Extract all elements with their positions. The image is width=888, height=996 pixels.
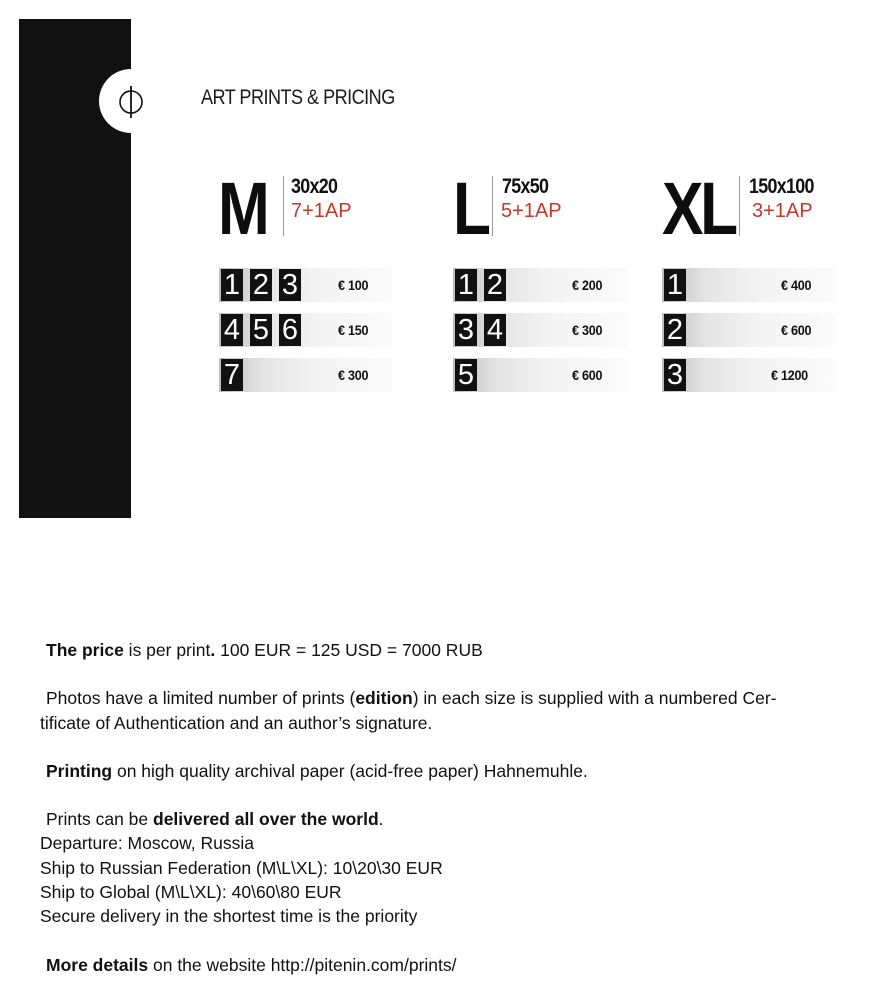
- edition-note-text: Photos have a limited number of prints (: [46, 688, 356, 709]
- size-divider: [739, 176, 740, 236]
- print-number: 2: [664, 314, 686, 346]
- price-bar: [662, 358, 836, 392]
- price-label: € 600: [781, 322, 812, 338]
- size-dimensions: 75x50: [502, 175, 549, 198]
- price-label: € 1200: [771, 367, 808, 383]
- departure-line: Departure: Moscow, Russia: [40, 833, 254, 854]
- logo: [99, 69, 163, 133]
- price-label: € 200: [572, 277, 603, 293]
- price-label: € 600: [572, 367, 603, 383]
- size-letter: M: [218, 167, 267, 250]
- print-number: 3: [455, 314, 477, 346]
- price-note: [40, 638, 876, 662]
- price-conversion: 100 EUR = 125 USD = 7000 RUB: [215, 640, 483, 660]
- edition-note-bold: edition: [355, 688, 413, 709]
- print-number: 4: [221, 314, 243, 346]
- size-dimensions: 30x20: [291, 175, 338, 198]
- print-number: 3: [279, 269, 301, 301]
- price-note-dot: .: [210, 640, 216, 660]
- price-label: € 100: [338, 277, 369, 293]
- price-label: € 400: [781, 277, 812, 293]
- print-number: 1: [664, 269, 686, 301]
- print-number: 5: [455, 359, 477, 391]
- price-note-bold: The price: [46, 640, 124, 660]
- print-number: 1: [455, 269, 477, 301]
- price-label: € 150: [338, 322, 369, 338]
- price-label: € 300: [572, 322, 603, 338]
- delivery-note-text: .: [378, 809, 384, 830]
- print-number: 3: [664, 359, 686, 391]
- printing-note-bold: Printing: [46, 760, 113, 781]
- delivery-note: [40, 807, 876, 831]
- printing-note-text: on high quality archival paper (acid-free paper) Hahnemuhle.: [112, 760, 588, 781]
- details-note: [40, 953, 876, 977]
- print-number: 6: [279, 314, 301, 346]
- details-note-text: on the website http://pitenin.com/prints/: [148, 954, 457, 975]
- secure-delivery-line: Secure delivery in the shortest time is the priority: [40, 906, 418, 927]
- size-dimensions: 150x100: [749, 175, 814, 198]
- size-letter: L: [453, 167, 488, 250]
- printing-note: [40, 759, 876, 783]
- size-letter: XL: [662, 167, 735, 250]
- print-number: 1: [221, 269, 243, 301]
- print-number: 5: [250, 314, 272, 346]
- edition-note-text: ) in each size is supplied with a numbered Cer-: [412, 688, 777, 709]
- edition-note-line2: tificate of Authentication and an author’s signature.: [40, 712, 433, 733]
- size-edition: 5+1AP: [501, 200, 562, 222]
- print-number: 4: [484, 314, 506, 346]
- size-edition: 7+1AP: [291, 200, 352, 222]
- ship-russia-line: Ship to Russian Federation (M\L\XL): 10\20\30 EUR: [40, 857, 443, 878]
- print-number: 7: [221, 359, 243, 391]
- size-divider: [283, 176, 284, 236]
- print-number: 2: [250, 269, 272, 301]
- price-note-text: is per print: [123, 640, 211, 660]
- circle-slash-monogram-icon: [99, 69, 163, 133]
- ship-global-line: Ship to Global (M\L\XL): 40\60\80 EUR: [40, 882, 342, 903]
- edition-note: [40, 686, 876, 710]
- print-number: 2: [484, 269, 506, 301]
- size-divider: [492, 176, 493, 236]
- info-text: [40, 638, 876, 977]
- details-note-bold: More details: [46, 954, 149, 975]
- delivery-note-text: Prints can be: [46, 809, 153, 830]
- delivery-note-bold: delivered all over the world: [153, 809, 379, 830]
- page-title: ART PRINTS & PRICING: [201, 86, 395, 109]
- size-edition: 3+1AP: [752, 200, 813, 222]
- price-label: € 300: [338, 367, 369, 383]
